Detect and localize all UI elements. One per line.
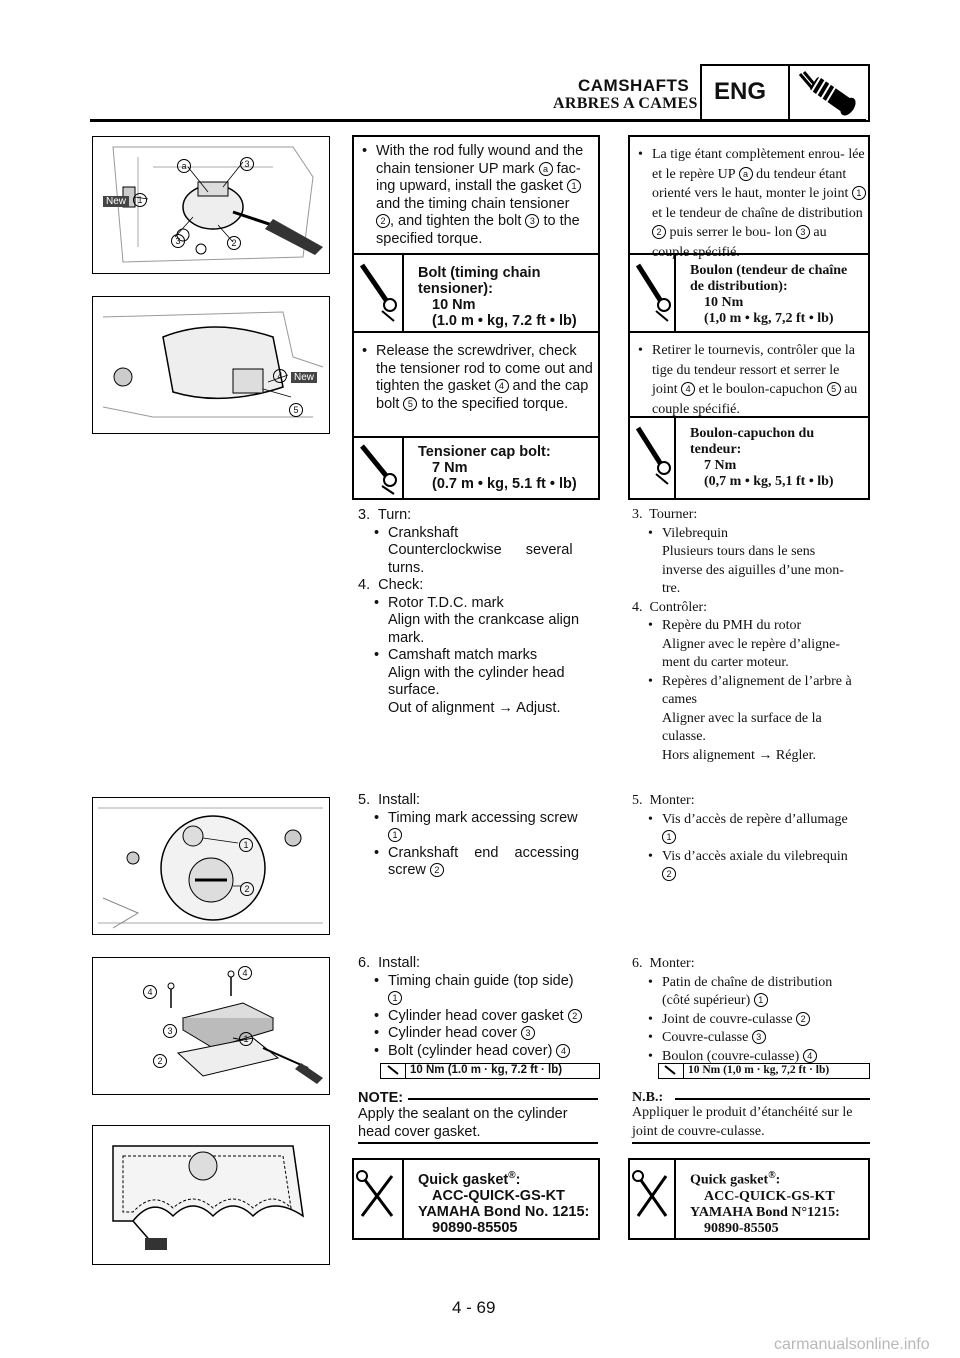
figure-cylinder-head-cover — [92, 957, 330, 1095]
label-2: 2 — [240, 882, 254, 896]
fr-note-text: Appliquer le produit d’étanchéité sur le joint de couvre-culasse. — [632, 1105, 853, 1139]
new-badge: New — [103, 196, 129, 207]
torque-box-cap-bolt — [352, 436, 600, 500]
crankcase-illustration — [93, 798, 328, 933]
instruction-box-release: • Release the screwdriver, check the tensioner rod to come out and tighten the gasket 4 and the cap bolt 5 to the specified torque. — [352, 331, 600, 438]
label-a: a — [177, 159, 191, 173]
en-sealant-box: Quick gasket®: ACC-QUICK-GS-KT YAMAHA Bond No. 1215: 90890-85505 — [352, 1158, 600, 1240]
torque-wrench-icon — [630, 418, 674, 498]
figure-crankcase-screws — [92, 797, 330, 935]
torque-value: 10 Nm — [432, 297, 476, 313]
engine-icon-box — [788, 64, 870, 122]
fr-torque-box-tensioner-bolt: Boulon (tendeur de chaîne de distribution): 10 Nm (1,0 m • kg, 7,2 ft • lb) — [628, 253, 870, 333]
fr-step-6: 6. Monter: • Patin de chaîne de distribution (côté supérieur) 1 • Joint de couvre-culasse 2 • Couvre-culasse 3 • Boulon (couvre-culasse) 4 — [632, 955, 870, 1066]
label-3: 3 — [163, 1024, 177, 1038]
torque-title: Bolt (timing chain tensioner): — [418, 265, 541, 297]
torque-icon — [659, 1064, 681, 1077]
en-note-label: NOTE: — [358, 1090, 404, 1106]
torque-title: Tensioner cap bolt: — [418, 444, 551, 460]
gasket-illustration — [93, 1126, 328, 1263]
torque-wrench-icon — [630, 255, 674, 331]
watermark: carmanualsonline.info — [774, 1336, 930, 1353]
header-title: CAMSHAFTS — [578, 76, 690, 95]
torque-conversion: (1.0 m • kg, 7.2 ft • lb) — [432, 313, 577, 329]
figure-gasket-sealant — [92, 1125, 330, 1265]
fr-note-label: N.B.: — [632, 1090, 664, 1105]
page-number: 4 - 69 — [452, 1298, 496, 1317]
cylinder-head-cover-illustration — [93, 958, 328, 1093]
fr-instruction-box-tensioner: • La tige étant complètement enrou- lée et le repère UP a du tendeur étant orienté vers le haut, monter le joint 1 et le tendeur de chaîne de distribution 2 puis serrer le bou- lon 3 au couple spécifié. — [628, 135, 870, 255]
section-tab — [700, 64, 792, 122]
figure-tensioner-install — [92, 136, 330, 274]
torque-conversion: (0.7 m • kg, 5.1 ft • lb) — [432, 476, 577, 492]
label-3b: 3 — [171, 234, 185, 248]
label-5: 5 — [289, 403, 303, 417]
tool-icon-cell — [354, 1160, 404, 1238]
fr-torque-box-cap-bolt: Boulon-capuchon du tendeur: 7 Nm (0,7 m • kg, 5,1 ft • lb) — [628, 416, 870, 500]
label-2: 2 — [227, 236, 241, 250]
section-label: ENG — [714, 78, 767, 105]
en-note-text: Apply the sealant on the cylinder head cover gasket. — [358, 1106, 568, 1140]
torque-wrench-icon-cell — [354, 255, 404, 331]
en-step-6: 6. Install: • Timing chain guide (top side) 1 • Cylinder head cover gasket 2 • Cylinder head cover 3 • Bolt (cylinder head cover) 4 — [358, 955, 600, 1060]
tool-icon — [354, 1160, 402, 1238]
circle-a: a — [539, 162, 553, 176]
fr-instruction-box-release: • Retirer le tournevis, contrôler que la tige du tendeur ressort et serrer le joint 4 et le boulon-capuchon 5 au couple spécifié. — [628, 331, 870, 418]
label-1: 1 — [239, 838, 253, 852]
torque-wrench-icon-cell — [354, 438, 404, 498]
instruction-box-tensioner: • With the rod fully wound and the chain tensioner UP mark a fac- ing upward, install the gasket 1 and the timing chain tensioner 2 , and tighten the bolt 3 to the specified torque. — [352, 135, 600, 255]
fr-steps-3-4: 3. Tourner: • Vilebrequin Plusieurs tours dans le sens inverse des aiguilles d’une mon- tre. 4. Contrôler: • Repère du PMH du rotor Aligner avec le repère d’aligne- ment du carter moteur. • Repères d’alignement de l’arbre à cames Aligner avec la surface de la culasse. Hors alignement → Régler. — [632, 506, 870, 765]
header-subtitle: ARBRES A CAMES — [553, 95, 698, 112]
figure-cap-bolt — [92, 296, 330, 434]
torque-wrench-icon — [354, 255, 402, 331]
label-1: 1 — [133, 193, 147, 207]
torque-wrench-icon — [354, 438, 402, 498]
fr-sealant-box: Quick gasket®: ACC-QUICK-GS-KT YAMAHA Bond N°1215: 90890-85505 — [628, 1158, 870, 1240]
label-1: 1 — [239, 1032, 253, 1046]
header-rule — [90, 119, 866, 122]
label-4b: 4 — [143, 985, 157, 999]
label-3a: 3 — [240, 157, 254, 171]
torque-value: 7 Nm — [432, 460, 468, 476]
fr-step-5: 5. Monter: • Vis d’accès de repère d’allumage 1 • Vis d’accès axiale du vilebrequin 2 — [632, 792, 870, 885]
torque-box-tensioner-bolt — [352, 253, 600, 333]
en-step-5: 5. Install: • Timing mark accessing screw 1 • Crankshaft end accessing screw 2 — [358, 792, 600, 880]
en-steps-3-4: 3. Turn: • Crankshaft Counterclockwise several turns. 4. Check: • Rotor T.D.C. mark Align with the crankcase align mark. • Camshaft match marks Align with the cylinder head surface. Out of alignment → Adjust. — [358, 507, 600, 717]
label-4: 4 — [273, 369, 287, 383]
label-4a: 4 — [238, 966, 252, 980]
en-torque-inline: 10 Nm (1.0 m · kg, 7.2 ft · lb) — [405, 1063, 600, 1079]
tool-icon — [630, 1160, 674, 1238]
fr-torque-inline: 10 Nm (1,0 m · kg, 7,2 ft · lb) — [683, 1063, 870, 1079]
spring-icon — [790, 66, 868, 120]
new-badge: New — [291, 372, 317, 383]
label-2: 2 — [153, 1054, 167, 1068]
